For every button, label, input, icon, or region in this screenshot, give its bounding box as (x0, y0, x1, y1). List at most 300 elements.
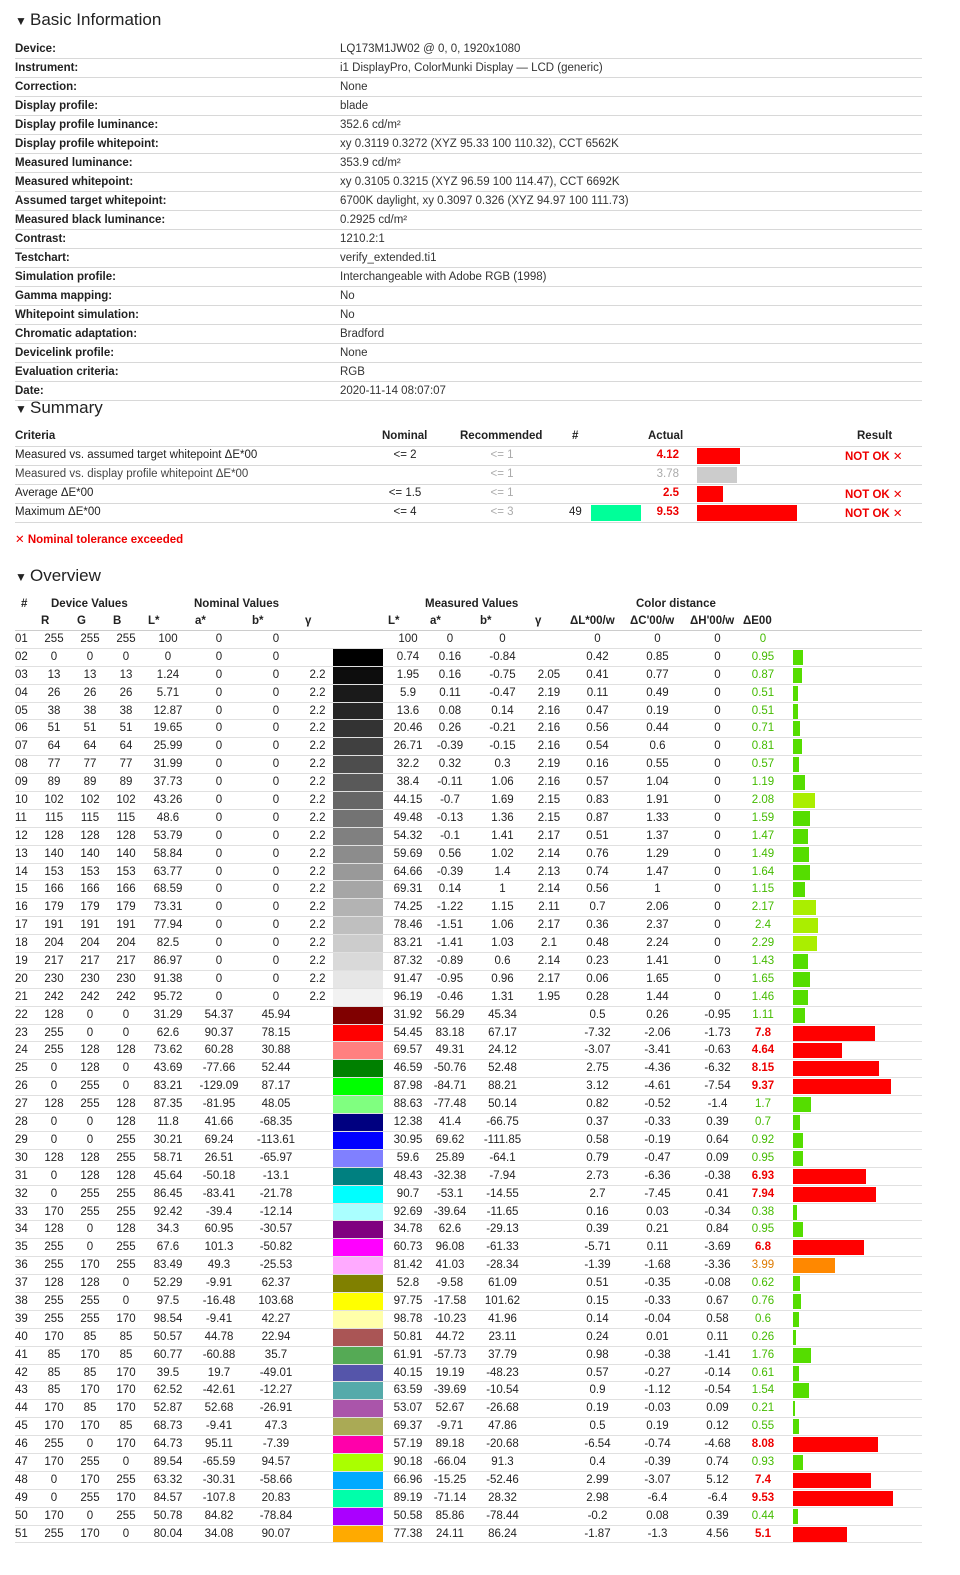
cell-nl: 80.04 (153, 1527, 183, 1540)
cell-g: 51 (83, 722, 97, 735)
cell-mb: -64.1 (489, 1151, 516, 1164)
group-header-device: Device Values (51, 598, 128, 610)
cell-nb: 0 (272, 811, 280, 824)
column-header-g: G (77, 615, 86, 627)
cell-de: 1.64 (751, 865, 775, 878)
summary-nominal: <= 1.5 (388, 487, 422, 499)
cell-ml: 77.38 (393, 1527, 423, 1540)
cell-ma: 0.14 (438, 883, 462, 896)
cell-b: 170 (116, 1312, 136, 1325)
cell-nl: 60.77 (153, 1348, 183, 1361)
cell-g: 115 (80, 811, 100, 824)
cell-na: 0 (215, 829, 223, 842)
color-swatch (333, 1042, 383, 1059)
table-row (15, 810, 922, 828)
color-swatch (333, 1508, 383, 1525)
cell-b: 51 (119, 722, 133, 735)
cell-dh: 0.39 (706, 1116, 729, 1129)
cell-de: 0.51 (751, 686, 775, 699)
color-swatch (333, 1257, 383, 1274)
cell-mg: 2.17 (537, 829, 561, 842)
cell-r: 38 (47, 704, 61, 717)
cell-g: 204 (80, 937, 100, 950)
cell-mb: 1.02 (491, 847, 514, 860)
cell-r: 230 (44, 972, 64, 985)
cell-g: 64 (83, 740, 97, 753)
cell-na: 0 (215, 955, 223, 968)
summary-bar (697, 467, 737, 483)
cell-r: 170 (44, 1330, 64, 1343)
cell-id: 14 (15, 865, 28, 878)
cell-g: 255 (80, 1098, 100, 1111)
table-row (15, 1186, 922, 1204)
column-header-dl: ΔL*00/w (570, 615, 615, 627)
info-row (15, 116, 922, 135)
cell-id: 20 (15, 972, 28, 985)
cell-nb: -50.82 (259, 1241, 293, 1254)
cell-dh: -1.4 (707, 1098, 728, 1111)
info-value: xy 0.3119 0.3272 (XYZ 95.33 100 110.32), CCT 6562K (340, 138, 619, 150)
cell-dc: -0.35 (644, 1277, 671, 1290)
cell-ma: 41.4 (438, 1116, 462, 1129)
cell-dh: -3.36 (704, 1259, 731, 1272)
cell-ml: 91.47 (393, 972, 423, 985)
cell-ng: 2.2 (309, 704, 326, 717)
delta-e-bar (793, 990, 808, 1005)
cell-mb: 1.36 (491, 811, 514, 824)
cell-dc: 0.85 (646, 650, 669, 663)
cell-dl: -7.32 (584, 1026, 611, 1039)
cell-dl: 3.12 (586, 1080, 609, 1093)
cell-dh: -0.63 (704, 1044, 731, 1057)
section-title: Basic Information (30, 10, 162, 29)
cell-nl: 31.99 (153, 758, 183, 771)
cell-mb: 1 (499, 883, 506, 896)
info-row (15, 268, 922, 287)
cell-de: 0.76 (751, 1294, 775, 1307)
cell-g: 102 (80, 794, 100, 807)
cell-mb: -10.54 (486, 1384, 519, 1397)
cell-mb: 0.3 (494, 758, 511, 771)
cell-id: 17 (15, 919, 28, 932)
cell-de: 0.38 (751, 1205, 775, 1218)
cell-nb: 62.37 (261, 1277, 291, 1290)
cell-dl: 0.82 (586, 1098, 609, 1111)
cell-dl: 0.37 (586, 1116, 609, 1129)
group-header-measured: Measured Values (425, 598, 519, 610)
table-row (15, 1508, 922, 1526)
cell-dc: 2.24 (646, 937, 669, 950)
delta-e-bar (793, 1330, 796, 1345)
cell-ml: 52.8 (396, 1277, 420, 1290)
cell-b: 128 (116, 1223, 136, 1236)
cell-na: -83.41 (202, 1187, 236, 1200)
color-swatch (333, 881, 383, 898)
cell-b: 0 (122, 1026, 130, 1039)
color-swatch (333, 756, 383, 773)
cell-id: 25 (15, 1062, 28, 1075)
cell-mg: 2.16 (537, 722, 561, 735)
cell-dl: 0.24 (586, 1330, 609, 1343)
summary-actual: 4.12 (656, 449, 679, 461)
cell-id: 42 (15, 1366, 28, 1379)
delta-e-bar (793, 882, 805, 897)
cell-nl: 63.32 (153, 1473, 183, 1486)
section-overview[interactable] (15, 566, 101, 586)
cell-mb: 50.14 (488, 1098, 517, 1111)
cell-r: 255 (44, 1527, 64, 1540)
table-row (15, 1025, 922, 1043)
cell-r: 26 (47, 686, 61, 699)
cell-mb: -7.94 (489, 1169, 516, 1182)
cell-ma: -0.89 (436, 955, 464, 968)
cell-ml: 63.59 (393, 1384, 423, 1397)
cell-mb: 0.96 (491, 972, 514, 985)
cell-g: 0 (86, 1509, 94, 1522)
cell-ng: 2.2 (309, 758, 326, 771)
cell-na: -65.59 (202, 1455, 236, 1468)
table-row (15, 1078, 922, 1096)
cell-dh: 0 (714, 901, 721, 914)
table-row (15, 917, 922, 935)
cell-b: 85 (119, 1330, 133, 1343)
cell-g: 38 (83, 704, 97, 717)
cell-dh: 0 (714, 990, 721, 1003)
cell-r: 170 (44, 1420, 64, 1433)
summary-patch-swatch (591, 505, 641, 521)
cell-mg: 2.15 (537, 794, 561, 807)
cell-na: -16.48 (202, 1294, 236, 1307)
cell-r: 191 (44, 919, 64, 932)
cell-ma: -0.39 (436, 865, 464, 878)
cell-ng: 2.2 (309, 919, 326, 932)
delta-e-bar (793, 1133, 803, 1148)
table-row (15, 1239, 922, 1257)
cell-dh: -1.41 (704, 1348, 731, 1361)
cell-na: 69.24 (204, 1133, 234, 1146)
cell-na: 0 (215, 758, 223, 771)
cell-dl: -6.54 (584, 1438, 611, 1451)
cell-dc: -3.41 (644, 1044, 671, 1057)
cell-dl: 0.98 (586, 1348, 609, 1361)
cell-g: 170 (80, 1259, 100, 1272)
cell-id: 45 (15, 1420, 28, 1433)
cell-ma: 0 (446, 633, 454, 645)
cell-ml: 48.43 (393, 1169, 423, 1182)
cell-ma: 0.56 (438, 847, 462, 860)
cell-de: 6.93 (751, 1169, 775, 1182)
cell-b: 217 (116, 955, 136, 968)
cell-nb: 30.88 (261, 1044, 291, 1057)
cell-ma: 0.08 (438, 704, 462, 717)
cell-g: 242 (80, 990, 100, 1003)
section-basic-info[interactable] (15, 10, 161, 30)
table-row (15, 935, 922, 953)
cell-r: 0 (50, 1187, 58, 1200)
cell-de: 1.19 (751, 776, 775, 789)
color-swatch (333, 1329, 383, 1346)
cell-ml: 54.45 (393, 1026, 423, 1039)
table-row (15, 667, 922, 685)
cell-de: 0.95 (751, 1223, 775, 1236)
cell-mb: 61.09 (488, 1277, 517, 1290)
color-swatch (333, 1454, 383, 1471)
cell-dh: -0.95 (704, 1008, 731, 1021)
cell-r: 255 (44, 633, 64, 645)
summary-recommended: <= 1 (490, 468, 514, 480)
cell-mb: -0.21 (489, 722, 516, 735)
color-swatch (333, 1347, 383, 1364)
cell-de: 4.64 (751, 1044, 775, 1057)
cell-dh: 4.56 (706, 1527, 729, 1540)
cell-ml: 97.75 (393, 1294, 423, 1307)
cell-dl: 0.5 (589, 1008, 606, 1021)
cell-b: 38 (119, 704, 133, 717)
delta-e-bar (793, 1473, 871, 1488)
cell-ma: -0.13 (436, 811, 464, 824)
delta-e-bar (793, 811, 810, 826)
table-row (15, 756, 922, 774)
cell-de: 9.53 (751, 1491, 775, 1504)
cell-g: 255 (80, 1312, 100, 1325)
table-row (15, 971, 922, 989)
column-header-r: R (41, 615, 50, 627)
cell-ma: 62.6 (438, 1223, 462, 1236)
cell-de: 5.1 (755, 1527, 771, 1540)
cell-mg: 2.16 (537, 776, 561, 789)
cell-ma: -0.1 (440, 829, 460, 842)
cell-na: 101.3 (204, 1241, 234, 1254)
cell-dc: -0.27 (644, 1366, 671, 1379)
summary-bar (697, 448, 740, 464)
cell-mg: 2.16 (537, 704, 561, 717)
cell-dh: -1.73 (704, 1026, 731, 1039)
collapse-triangle-icon: ▼ (15, 402, 27, 416)
cell-dl: 0.83 (586, 794, 609, 807)
cell-nb: 0 (272, 829, 280, 842)
cell-de: 0 (759, 633, 767, 645)
cell-nb: 0 (272, 668, 280, 681)
cell-mb: 1.4 (494, 865, 511, 878)
cell-r: 170 (44, 1509, 64, 1522)
cell-r: 0 (50, 650, 58, 663)
info-row (15, 40, 922, 59)
cell-nl: 39.5 (156, 1366, 180, 1379)
cell-r: 102 (44, 794, 64, 807)
cell-ml: 59.6 (396, 1151, 420, 1164)
cell-mb: 37.79 (488, 1348, 517, 1361)
cell-id: 23 (15, 1026, 28, 1039)
cell-dh: 0 (714, 972, 721, 985)
cell-nl: 50.57 (153, 1330, 183, 1343)
info-row (15, 363, 922, 382)
cell-ml: 12.38 (393, 1116, 423, 1129)
cell-de: 8.08 (751, 1438, 775, 1451)
info-row (15, 78, 922, 97)
color-swatch (333, 738, 383, 755)
cell-id: 27 (15, 1098, 28, 1111)
cell-g: 85 (83, 1402, 97, 1415)
cell-r: 115 (44, 811, 64, 824)
cell-r: 77 (47, 758, 61, 771)
cell-ml: 44.15 (393, 794, 423, 807)
delta-e-bar (793, 1348, 811, 1363)
cell-id: 10 (15, 794, 28, 807)
cell-nb: 0 (272, 919, 280, 932)
cell-r: 170 (44, 1455, 64, 1468)
color-swatch (333, 846, 383, 863)
info-value: No (340, 290, 355, 302)
cell-dc: -6.4 (647, 1491, 668, 1504)
cell-dh: 0.74 (706, 1455, 729, 1468)
cell-r: 255 (44, 1259, 64, 1272)
cell-dc: -0.47 (644, 1151, 671, 1164)
cell-g: 255 (80, 1294, 100, 1307)
cell-na: 0 (215, 668, 223, 681)
cell-de: 7.4 (755, 1473, 771, 1486)
cell-ma: 52.67 (435, 1402, 465, 1415)
color-swatch (333, 631, 383, 648)
cell-nl: 37.73 (153, 776, 183, 789)
delta-e-bar (793, 668, 802, 683)
info-key: Gamma mapping: (15, 290, 113, 302)
cell-nl: 52.29 (153, 1277, 183, 1290)
cell-nb: 90.07 (261, 1527, 291, 1540)
cell-dh: -4.68 (704, 1438, 731, 1451)
column-header-mb: b* (480, 615, 492, 627)
cell-dl: 0.15 (586, 1294, 609, 1307)
cell-nl: 62.6 (156, 1026, 180, 1039)
cell-ml: 96.19 (393, 990, 423, 1003)
cell-nb: 94.57 (261, 1455, 291, 1468)
cell-dl: 2.99 (586, 1473, 609, 1486)
cell-g: 191 (80, 919, 100, 932)
cell-ma: 44.72 (435, 1330, 465, 1343)
color-swatch (333, 1293, 383, 1310)
cell-mg: 2.16 (537, 740, 561, 753)
cell-g: 153 (80, 865, 100, 878)
cell-b: 89 (119, 776, 133, 789)
info-row (15, 344, 922, 363)
info-row (15, 325, 922, 344)
cell-id: 31 (15, 1169, 28, 1182)
cell-mg: 2.17 (537, 919, 561, 932)
cell-dc: 0.55 (646, 758, 669, 771)
cell-mb: -0.75 (489, 668, 516, 681)
cell-r: 0 (50, 1080, 58, 1093)
color-swatch (333, 667, 383, 684)
cell-de: 0.95 (751, 1151, 775, 1164)
cell-ma: -9.58 (436, 1277, 464, 1290)
cell-b: 170 (116, 1384, 136, 1397)
cell-b: 170 (116, 1366, 136, 1379)
cell-g: 179 (80, 901, 100, 914)
cell-dl: 0.11 (586, 686, 609, 699)
cell-g: 0 (86, 1223, 94, 1236)
cell-ml: 46.59 (393, 1062, 423, 1075)
cell-mg: 1.95 (537, 990, 561, 1003)
table-row (15, 1436, 922, 1454)
summary-header-criteria: Criteria (15, 430, 56, 442)
cell-id: 13 (15, 847, 28, 860)
cell-g: 26 (83, 686, 97, 699)
cell-b: 170 (116, 1438, 136, 1451)
info-key: Simulation profile: (15, 271, 116, 283)
cell-b: 115 (116, 811, 136, 824)
cell-ml: 87.98 (393, 1080, 423, 1093)
cell-nb: -58.66 (259, 1473, 293, 1486)
color-swatch (333, 935, 383, 952)
color-swatch (333, 1221, 383, 1238)
cell-r: 0 (50, 1473, 58, 1486)
cell-de: 2.17 (751, 901, 775, 914)
table-row (15, 881, 922, 899)
cell-nl: 43.69 (153, 1062, 183, 1075)
color-swatch (333, 1025, 383, 1042)
cell-mb: -14.55 (486, 1187, 519, 1200)
section-summary[interactable] (15, 398, 103, 418)
summary-nominal: <= 4 (393, 506, 417, 518)
info-value: None (340, 81, 368, 93)
delta-e-bar (793, 900, 816, 915)
cell-dl: 0.48 (586, 937, 609, 950)
cell-g: 85 (83, 1366, 97, 1379)
cell-g: 255 (80, 1080, 100, 1093)
color-swatch (333, 1186, 383, 1203)
collapse-triangle-icon: ▼ (15, 14, 27, 28)
cell-id: 02 (15, 650, 28, 663)
cell-b: 179 (116, 901, 136, 914)
cell-g: 255 (80, 1205, 100, 1218)
cell-mg: 2.11 (538, 901, 560, 914)
cell-nb: 0 (272, 740, 280, 753)
cell-de: 1.46 (751, 990, 775, 1003)
cell-de: 1.54 (751, 1384, 775, 1397)
cell-b: 255 (116, 1473, 136, 1486)
info-row (15, 59, 922, 78)
cell-ng: 2.2 (309, 829, 326, 842)
delta-e-bar (793, 1026, 875, 1041)
cell-dh: 0 (714, 829, 721, 842)
cell-g: 170 (80, 1384, 100, 1397)
cell-na: 54.37 (204, 1008, 234, 1021)
table-row (15, 989, 922, 1007)
delta-e-bar (793, 954, 808, 969)
color-swatch (333, 1204, 383, 1221)
cell-dh: -0.54 (704, 1384, 731, 1397)
cell-nb: 0 (272, 865, 280, 878)
cell-g: 128 (80, 1277, 100, 1290)
info-value: LQ173M1JW02 @ 0, 0, 1920x1080 (340, 43, 521, 55)
table-row (15, 1007, 922, 1025)
cell-na: 0 (215, 990, 223, 1003)
color-swatch (333, 1526, 383, 1543)
cell-na: -60.88 (202, 1348, 236, 1361)
cell-b: 128 (116, 1169, 136, 1182)
cell-dl: 0.74 (586, 865, 609, 878)
cell-nb: 0 (272, 847, 280, 860)
cell-nl: 67.6 (156, 1241, 180, 1254)
cell-na: 90.37 (204, 1026, 234, 1039)
cell-de: 1.15 (751, 883, 775, 896)
table-row (15, 1347, 922, 1365)
cell-g: 128 (80, 1044, 100, 1057)
cell-dl: -0.2 (587, 1509, 608, 1522)
column-header-mg: γ (535, 615, 542, 627)
cell-dl: 0.5 (589, 1420, 606, 1433)
cell-dl: 0.23 (586, 955, 609, 968)
cell-na: 0 (215, 847, 223, 860)
